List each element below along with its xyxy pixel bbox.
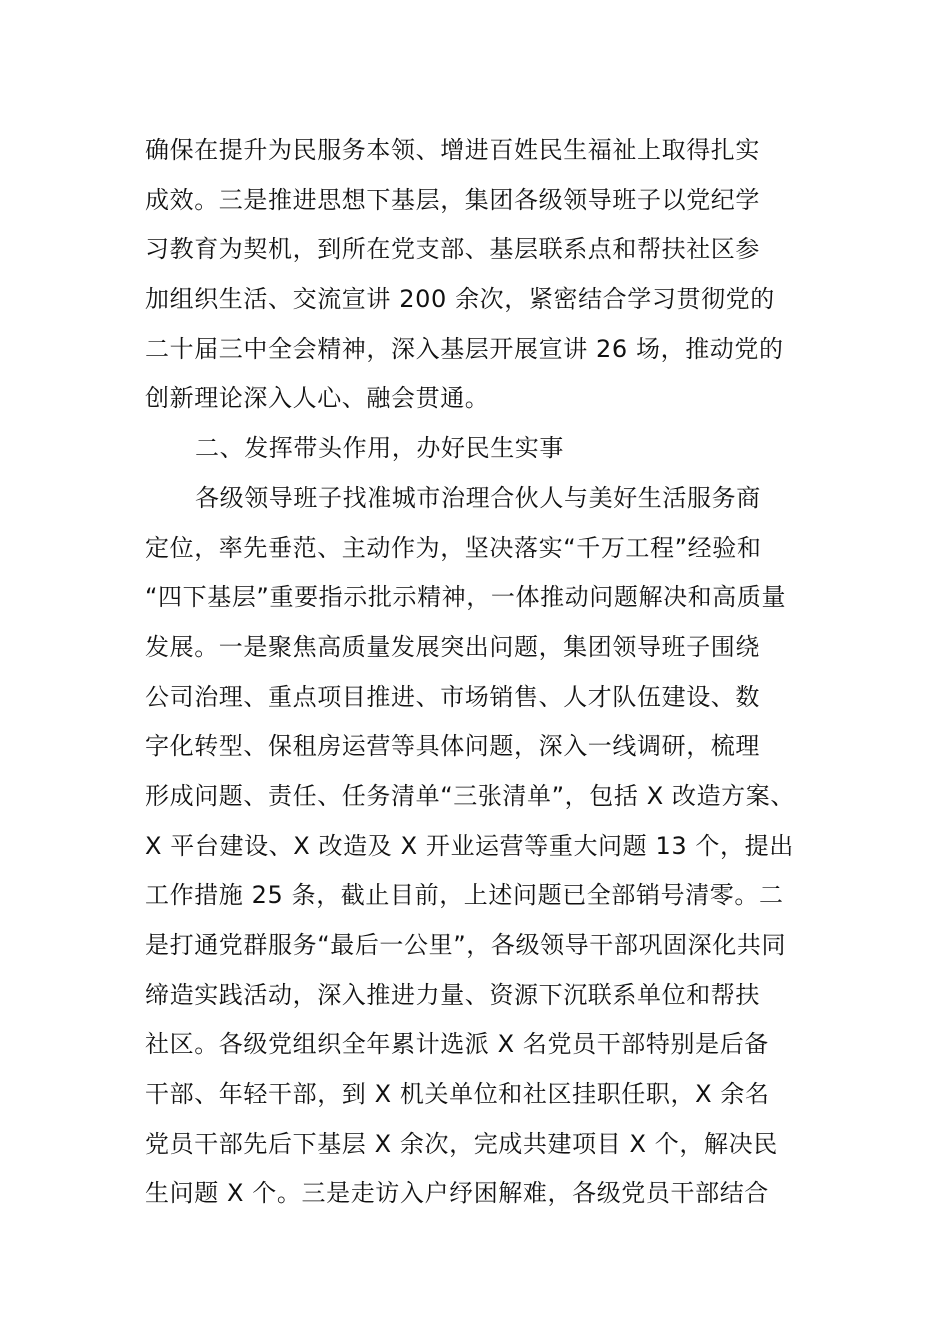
section-heading: 二、发挥带头作用，办好民生实事 <box>195 434 564 463</box>
text-line-5: 二十届三中全会精神，深入基层开展宣讲 26 场，推动党的 <box>145 334 784 363</box>
text-line-13: 字化转型、保租房运营等具体问题，深入一线调研，梳理 <box>145 732 760 761</box>
text-line-12: 公司治理、重点项目推进、市场销售、人才队伍建设、数 <box>145 682 760 711</box>
text-line-22: 生问题 X 个。三是走访入户纾困解难，各级党员干部结合 <box>145 1179 769 1208</box>
text-line-1: 确保在提升为民服务本领、增进百姓民生福祉上取得扎实 <box>145 136 760 164</box>
text-line-18: 缔造实践活动，深入推进力量、资源下沉联系单位和帮扶 <box>145 980 760 1009</box>
text-line-17: 是打通党群服务“最后一公里”，各级领导干部巩固深化共同 <box>145 931 787 959</box>
text-line-8: 各级领导班子找准城市治理合伙人与美好生活服务商 <box>195 483 761 512</box>
text-line-15: X 平台建设、X 改造及 X 开业运营等重大问题 13 个，提出 <box>145 831 794 860</box>
body-text <box>145 126 825 1219</box>
text-line-14: 形成问题、责任、任务清单“三张清单”，包括 X 改造方案、 <box>145 781 795 810</box>
text-line-9: 定位，率先垂范、主动作为，坚决落实“千万工程”经验和 <box>145 533 762 562</box>
text-line-21: 党员干部先后下基层 X 余次，完成共建项目 X 个，解决民 <box>145 1129 778 1158</box>
text-line-10: “四下基层”重要指示批示精神，一体推动问题解决和高质量 <box>145 583 787 612</box>
text-line-11: 发展。一是聚焦高质量发展突出问题，集团领导班子围绕 <box>145 632 760 661</box>
text-line-2: 成效。三是推进思想下基层，集团各级领导班子以党纪学 <box>145 185 760 214</box>
text-line-6: 创新理论深入人心、融会贯通。 <box>145 384 490 413</box>
text-line-19: 社区。各级党组织全年累计选派 X 名党员干部特别是后备 <box>145 1030 769 1059</box>
text-line-4: 加组织生活、交流宣讲 200 余次，紧密结合学习贯彻党的 <box>145 285 775 314</box>
text-line-20: 干部、年轻干部，到 X 机关单位和社区挂职任职，X 余名 <box>145 1080 770 1109</box>
text-line-3: 习教育为契机，到所在党支部、基层联系点和帮扶社区参 <box>145 235 760 264</box>
text-line-16: 工作措施 25 条，截止目前，上述问题已全部销号清零。二 <box>145 881 784 910</box>
